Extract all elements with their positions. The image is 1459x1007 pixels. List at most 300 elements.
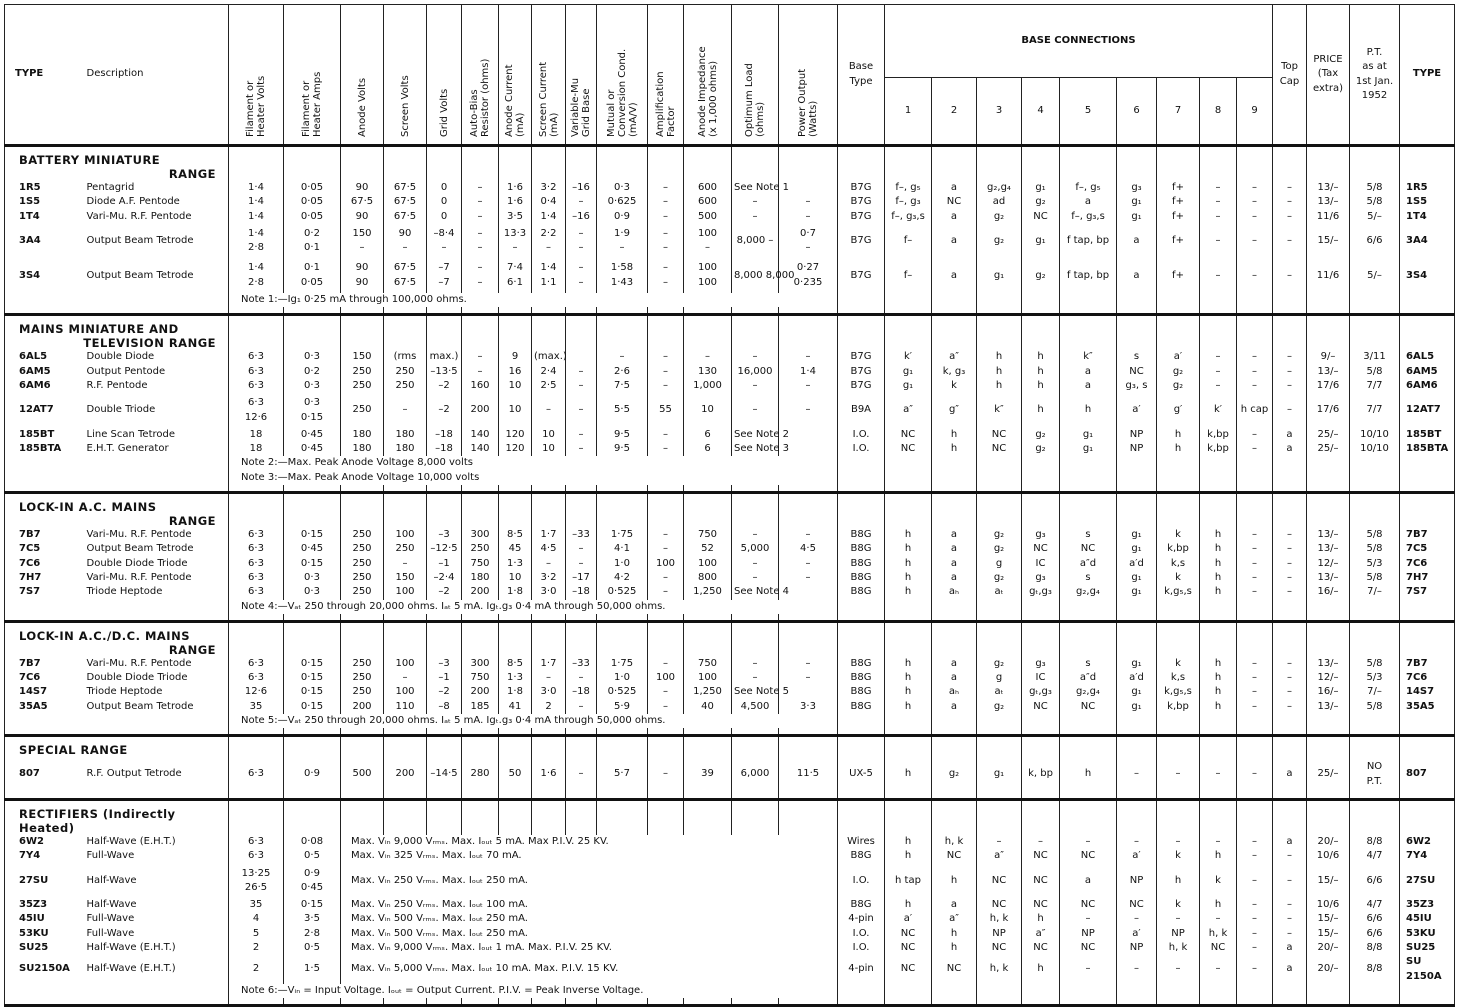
tube-type: 45IU (5, 912, 85, 926)
table-row (5, 542, 1455, 556)
empty-cell (597, 621, 648, 657)
power-output: 1·4 (779, 365, 838, 379)
pin-8: h (1200, 898, 1237, 912)
tube-type-right: 7S7 (1400, 585, 1455, 599)
empty-cell (384, 146, 427, 182)
empty-cell (1350, 799, 1400, 835)
pin-2: k, g₃ (932, 365, 977, 379)
pin-2: h (932, 941, 977, 955)
empty-cell (1022, 621, 1060, 657)
empty-cell (684, 792, 732, 800)
empty-cell (1350, 456, 1400, 470)
pin-3: g₂ (977, 657, 1022, 671)
table-row (5, 955, 1455, 984)
empty-cell (1237, 600, 1273, 614)
heater-amps: 0·2 (284, 365, 341, 379)
tube-type-right: 35A5 (1400, 700, 1455, 714)
price: 17/6 (1307, 393, 1350, 428)
grid-volts: 0 (427, 195, 462, 209)
screen-volts: 100 (384, 528, 427, 542)
description: R.F. Output Tetrode (85, 757, 229, 792)
empty-cell (1200, 315, 1237, 351)
empty-cell (341, 728, 384, 736)
empty-cell (597, 146, 648, 182)
empty-cell (732, 485, 779, 493)
empty-cell (684, 998, 732, 1006)
empty-cell (229, 998, 284, 1006)
empty-cell (1022, 799, 1060, 835)
empty-cell (1060, 493, 1117, 529)
pin-9: – (1237, 898, 1273, 912)
screen-current: 2·4 (532, 365, 566, 379)
empty-cell (932, 714, 977, 728)
empty-cell (1117, 485, 1157, 493)
base-type: B8G (838, 657, 885, 671)
empty-cell (1200, 998, 1237, 1006)
anode-current: 10 (499, 393, 532, 428)
vari-mu-grid-base: – (566, 700, 597, 714)
empty-cell (1022, 307, 1060, 315)
anode-volts: 90 (341, 210, 384, 224)
section-1 (5, 315, 1455, 493)
empty-cell (1200, 146, 1237, 182)
pin-1: NC (885, 927, 932, 941)
empty-cell (977, 493, 1022, 529)
grid-volts: 0 (427, 210, 462, 224)
screen-volts: 67·5 (384, 210, 427, 224)
section-title-line-2: TELEVISION RANGE (83, 336, 216, 351)
footnote: Note 1:—Ig₁ 0·25 mA through 100,000 ohms. (229, 293, 838, 307)
empty-cell (532, 736, 566, 758)
empty-cell (1350, 998, 1400, 1006)
pin-3: g₁ (977, 757, 1022, 792)
pin-4: g₃ (1022, 528, 1060, 542)
anode-impedance: 800 (684, 571, 732, 585)
section-5 (5, 799, 1455, 1005)
top-cap: – (1273, 528, 1307, 542)
pin-6: a′d (1117, 557, 1157, 571)
grid-volts: –13·5 (427, 365, 462, 379)
anode-impedance: 6 (684, 442, 732, 456)
pin-9: – (1237, 685, 1273, 699)
anode-volts: 67·5 (341, 195, 384, 209)
section-title-row (5, 493, 1455, 529)
base-type: B7G (838, 195, 885, 209)
auto-bias-resistor: 140 (462, 428, 499, 442)
anode-volts: 250 (341, 393, 384, 428)
empty-cell (1022, 984, 1060, 998)
anode-impedance: 52 (684, 542, 732, 556)
empty-cell (932, 984, 977, 998)
empty-cell (1157, 600, 1200, 614)
table-row (5, 835, 1455, 849)
empty-cell (1307, 984, 1350, 998)
pin-6: NP (1117, 864, 1157, 899)
empty-cell (1060, 456, 1117, 470)
empty-cell (1307, 485, 1350, 493)
vari-mu-grid-base: – (566, 671, 597, 685)
empty-cell (462, 307, 499, 315)
heater-volts: 6·3 (229, 350, 284, 364)
pin-9: – (1237, 365, 1273, 379)
empty-cell (532, 614, 566, 622)
tube-type-right: SU25 (1400, 941, 1455, 955)
pin-1: NC (885, 428, 932, 442)
empty-cell (648, 146, 684, 182)
grid-volts: 0 (427, 181, 462, 195)
empty-cell (1273, 146, 1307, 182)
pin-1: h (885, 685, 932, 699)
tube-type-right: 35Z3 (1400, 898, 1455, 912)
empty-cell (648, 614, 684, 622)
heater-amps: 0·05 (284, 181, 341, 195)
empty-cell (597, 799, 648, 835)
top-cap: – (1273, 350, 1307, 364)
pin-6: g₁ (1117, 685, 1157, 699)
vari-mu-grid-base: – (566, 757, 597, 792)
mutual-conductance: 0·625 (597, 195, 648, 209)
screen-volts: 67·5 67·5 (384, 258, 427, 293)
empty-cell (885, 714, 932, 728)
empty-cell (1273, 792, 1307, 800)
tube-type-right: 14S7 (1400, 685, 1455, 699)
pin-6: g₁ (1117, 700, 1157, 714)
price: 10/6 (1307, 898, 1350, 912)
empty-cell (1200, 471, 1237, 485)
section-title (5, 736, 229, 758)
amplification-factor: – (648, 528, 684, 542)
description: Vari-Mu. R.F. Pentode (85, 657, 229, 671)
mutual-conductance: 5·5 (597, 393, 648, 428)
empty-cell (1237, 736, 1273, 758)
pin-7: – (1157, 955, 1200, 984)
mutual-conductance: 1·58 1·43 (597, 258, 648, 293)
optimum-load: – (732, 393, 779, 428)
section-spacer (5, 307, 1455, 315)
empty-cell (885, 315, 932, 351)
grid-volts: –14·5 (427, 757, 462, 792)
optimum-load: – (732, 350, 779, 364)
pin-8: h, k (1200, 927, 1237, 941)
empty-cell (1157, 621, 1200, 657)
header-pin-4: 4 (1022, 78, 1060, 146)
optimum-load: 5,000 (732, 542, 779, 556)
empty-cell (427, 146, 462, 182)
description: Vari-Mu. R.F. Pentode (85, 210, 229, 224)
pin-7: f+ (1157, 195, 1200, 209)
heater-amps: 0·08 (284, 835, 341, 849)
empty-cell (384, 621, 427, 657)
tube-type: 7C6 (5, 671, 85, 685)
empty-cell (838, 493, 885, 529)
empty-cell (1307, 600, 1350, 614)
empty-cell (341, 315, 384, 351)
screen-current: 2·5 (532, 379, 566, 393)
anode-current: 10 (499, 379, 532, 393)
section-title-row (5, 315, 1455, 351)
power-output: 0·7 – (779, 224, 838, 259)
header-column-label: Grid Volts (438, 88, 450, 137)
empty-cell (384, 485, 427, 493)
pin-9: – (1237, 542, 1273, 556)
table-row (5, 557, 1455, 571)
empty-cell (1237, 493, 1273, 529)
description: Full-Wave (85, 927, 229, 941)
empty-cell (427, 998, 462, 1006)
grid-volts: –8·4 – (427, 224, 462, 259)
tube-type: 6AM6 (5, 379, 85, 393)
pin-6: g₁ (1117, 195, 1157, 209)
empty-cell (885, 998, 932, 1006)
empty-cell (1307, 493, 1350, 529)
empty-cell (1117, 614, 1157, 622)
pin-2: h (932, 864, 977, 899)
tube-type: 1R5 (5, 181, 85, 195)
empty-cell (1117, 493, 1157, 529)
auto-bias-resistor: – (462, 210, 499, 224)
empty-cell (1237, 728, 1273, 736)
tube-type-right: 6W2 (1400, 835, 1455, 849)
grid-volts: –2·4 (427, 571, 462, 585)
empty-cell (1060, 146, 1117, 182)
mutual-conductance: 4·2 (597, 571, 648, 585)
amplification-factor: – (648, 685, 684, 699)
pin-3: h, k (977, 912, 1022, 926)
empty-cell (1117, 307, 1157, 315)
top-cap: – (1273, 557, 1307, 571)
header-column (229, 5, 284, 146)
tube-type: 1T4 (5, 210, 85, 224)
empty-cell (1400, 728, 1455, 736)
pin-9: – (1237, 195, 1273, 209)
empty-cell (85, 293, 229, 307)
top-cap: – (1273, 685, 1307, 699)
empty-cell (427, 799, 462, 835)
empty-cell (597, 614, 648, 622)
empty-cell (1400, 714, 1455, 728)
empty-cell (462, 621, 499, 657)
empty-cell (597, 792, 648, 800)
top-cap: – (1273, 379, 1307, 393)
section-4 (5, 736, 1455, 800)
pin-5: NP (1060, 927, 1117, 941)
top-cap: a (1273, 835, 1307, 849)
empty-cell (779, 792, 838, 800)
empty-cell (1060, 792, 1117, 800)
empty-cell (1022, 614, 1060, 622)
anode-current: 1·8 (499, 685, 532, 699)
tube-type: 35Z3 (5, 898, 85, 912)
empty-cell (384, 307, 427, 315)
header-type-right: TYPE (1400, 5, 1455, 146)
empty-cell (1060, 621, 1117, 657)
power-output: – (779, 195, 838, 209)
screen-current: 1·7 (532, 657, 566, 671)
empty-cell (684, 315, 732, 351)
pin-9: – (1237, 941, 1273, 955)
empty-cell (1273, 614, 1307, 622)
base-type: B7G (838, 224, 885, 259)
section-title (5, 799, 229, 835)
empty-cell (229, 792, 284, 800)
pin-9: – (1237, 442, 1273, 456)
empty-cell (284, 728, 341, 736)
pin-8: h (1200, 849, 1237, 863)
price: 20/– (1307, 941, 1350, 955)
pin-7: h (1157, 864, 1200, 899)
empty-cell (684, 614, 732, 622)
empty-cell (499, 493, 532, 529)
anode-current: 7·4 6·1 (499, 258, 532, 293)
empty-cell (1060, 614, 1117, 622)
empty-cell (732, 998, 779, 1006)
price: 13/– (1307, 542, 1350, 556)
tube-type-right: 7Y4 (1400, 849, 1455, 863)
pin-4: NC (1022, 898, 1060, 912)
pin-6: NP (1117, 941, 1157, 955)
pin-1: h (885, 585, 932, 599)
empty-cell (1400, 614, 1455, 622)
tube-type: SU2150A (5, 955, 85, 984)
header-column (648, 5, 684, 146)
pin-7: a′ (1157, 350, 1200, 364)
empty-cell (1273, 621, 1307, 657)
empty-cell (932, 307, 977, 315)
screen-current: 2 (532, 700, 566, 714)
vari-mu-grid-base: – (566, 393, 597, 428)
anode-volts: 250 (341, 657, 384, 671)
power-output: 4·5 (779, 542, 838, 556)
empty-cell (427, 736, 462, 758)
power-output: – (779, 671, 838, 685)
section-0 (5, 146, 1455, 315)
empty-cell (1273, 799, 1307, 835)
tube-type: 3A4 (5, 224, 85, 259)
anode-impedance: 10 (684, 393, 732, 428)
heater-amps: 0·5 (284, 849, 341, 863)
purchase-tax: 5/8 (1350, 542, 1400, 556)
vari-mu-grid-base: –16 (566, 181, 597, 195)
pin-5: a (1060, 864, 1117, 899)
pin-5: – (1060, 955, 1117, 984)
empty-cell (1237, 614, 1273, 622)
empty-cell (1200, 307, 1237, 315)
description: Full-Wave (85, 912, 229, 926)
empty-cell (932, 493, 977, 529)
pin-2: g₂ (932, 757, 977, 792)
section-3 (5, 621, 1455, 735)
purchase-tax: 5/– (1350, 258, 1400, 293)
empty-cell (932, 998, 977, 1006)
top-cap: – (1273, 657, 1307, 671)
empty-cell (1400, 984, 1455, 998)
footnote: Note 6:—Vᵢₙ = Input Voltage. Iₒᵤₜ = Output Current. P.I.V. = Peak Inverse Voltage. (229, 984, 838, 998)
top-cap: – (1273, 258, 1307, 293)
pin-7: g₂ (1157, 379, 1200, 393)
amplification-factor: 100 (648, 671, 684, 685)
empty-cell (229, 146, 284, 182)
heater-amps: 0·05 (284, 210, 341, 224)
anode-volts: 200 (341, 700, 384, 714)
auto-bias-resistor: 185 (462, 700, 499, 714)
rating-spec: Max. Vᵢₙ 500 Vᵣₘₛ. Max. Iₒᵤₜ 250 mA. (341, 912, 838, 926)
empty-cell (1022, 493, 1060, 529)
price: 15/– (1307, 912, 1350, 926)
empty-cell (1307, 728, 1350, 736)
empty-cell (1400, 293, 1455, 307)
empty-cell (1273, 456, 1307, 470)
section-title-row (5, 621, 1455, 657)
pin-3: g₁ (977, 258, 1022, 293)
header-column-label: Filament or Heater Amps (301, 71, 323, 137)
grid-volts: –18 (427, 442, 462, 456)
heater-volts: 5 (229, 927, 284, 941)
empty-cell (1350, 293, 1400, 307)
empty-cell (5, 792, 85, 800)
empty-cell (1237, 984, 1273, 998)
top-cap: – (1273, 927, 1307, 941)
pin-4: IC (1022, 671, 1060, 685)
anode-impedance: 1,250 (684, 685, 732, 699)
vari-mu-grid-base: – (566, 557, 597, 571)
empty-cell (229, 614, 284, 622)
tube-type: 7C5 (5, 542, 85, 556)
grid-volts: –7 –7 (427, 258, 462, 293)
note-row (5, 456, 1455, 470)
vari-mu-grid-base: – (566, 195, 597, 209)
empty-cell (1200, 799, 1237, 835)
screen-volts: (rms (384, 350, 427, 364)
optimum-load: 6,000 (732, 757, 779, 792)
heater-volts: 6·3 (229, 671, 284, 685)
top-cap: – (1273, 700, 1307, 714)
empty-cell (1117, 471, 1157, 485)
empty-cell (462, 315, 499, 351)
pin-1: f– (885, 258, 932, 293)
empty-cell (885, 485, 932, 493)
empty-cell (532, 998, 566, 1006)
pin-8: h (1200, 571, 1237, 585)
heater-volts: 35 (229, 898, 284, 912)
screen-volts: 200 (384, 757, 427, 792)
grid-volts: –8 (427, 700, 462, 714)
pin-5: g₂,g₄ (1060, 585, 1117, 599)
amplification-factor: – (648, 428, 684, 442)
pin-5: s (1060, 657, 1117, 671)
header-price: PRICE (Tax extra) (1307, 5, 1350, 146)
pin-5: a (1060, 195, 1117, 209)
empty-cell (648, 736, 684, 758)
table-row (5, 941, 1455, 955)
heater-volts: 1·4 2·8 (229, 224, 284, 259)
heater-volts: 4 (229, 912, 284, 926)
table-row (5, 528, 1455, 542)
auto-bias-resistor: 250 (462, 542, 499, 556)
pin-5: h (1060, 393, 1117, 428)
empty-cell (1273, 728, 1307, 736)
optimum-load: 4,500 (732, 700, 779, 714)
section-spacer (5, 614, 1455, 622)
empty-cell (85, 471, 229, 485)
empty-cell (1060, 799, 1117, 835)
empty-cell (684, 307, 732, 315)
empty-cell (1273, 293, 1307, 307)
table-row (5, 671, 1455, 685)
pin-9: – (1237, 700, 1273, 714)
empty-cell (1400, 485, 1455, 493)
description: Half-Wave (E.H.T.) (85, 835, 229, 849)
empty-cell (838, 736, 885, 758)
